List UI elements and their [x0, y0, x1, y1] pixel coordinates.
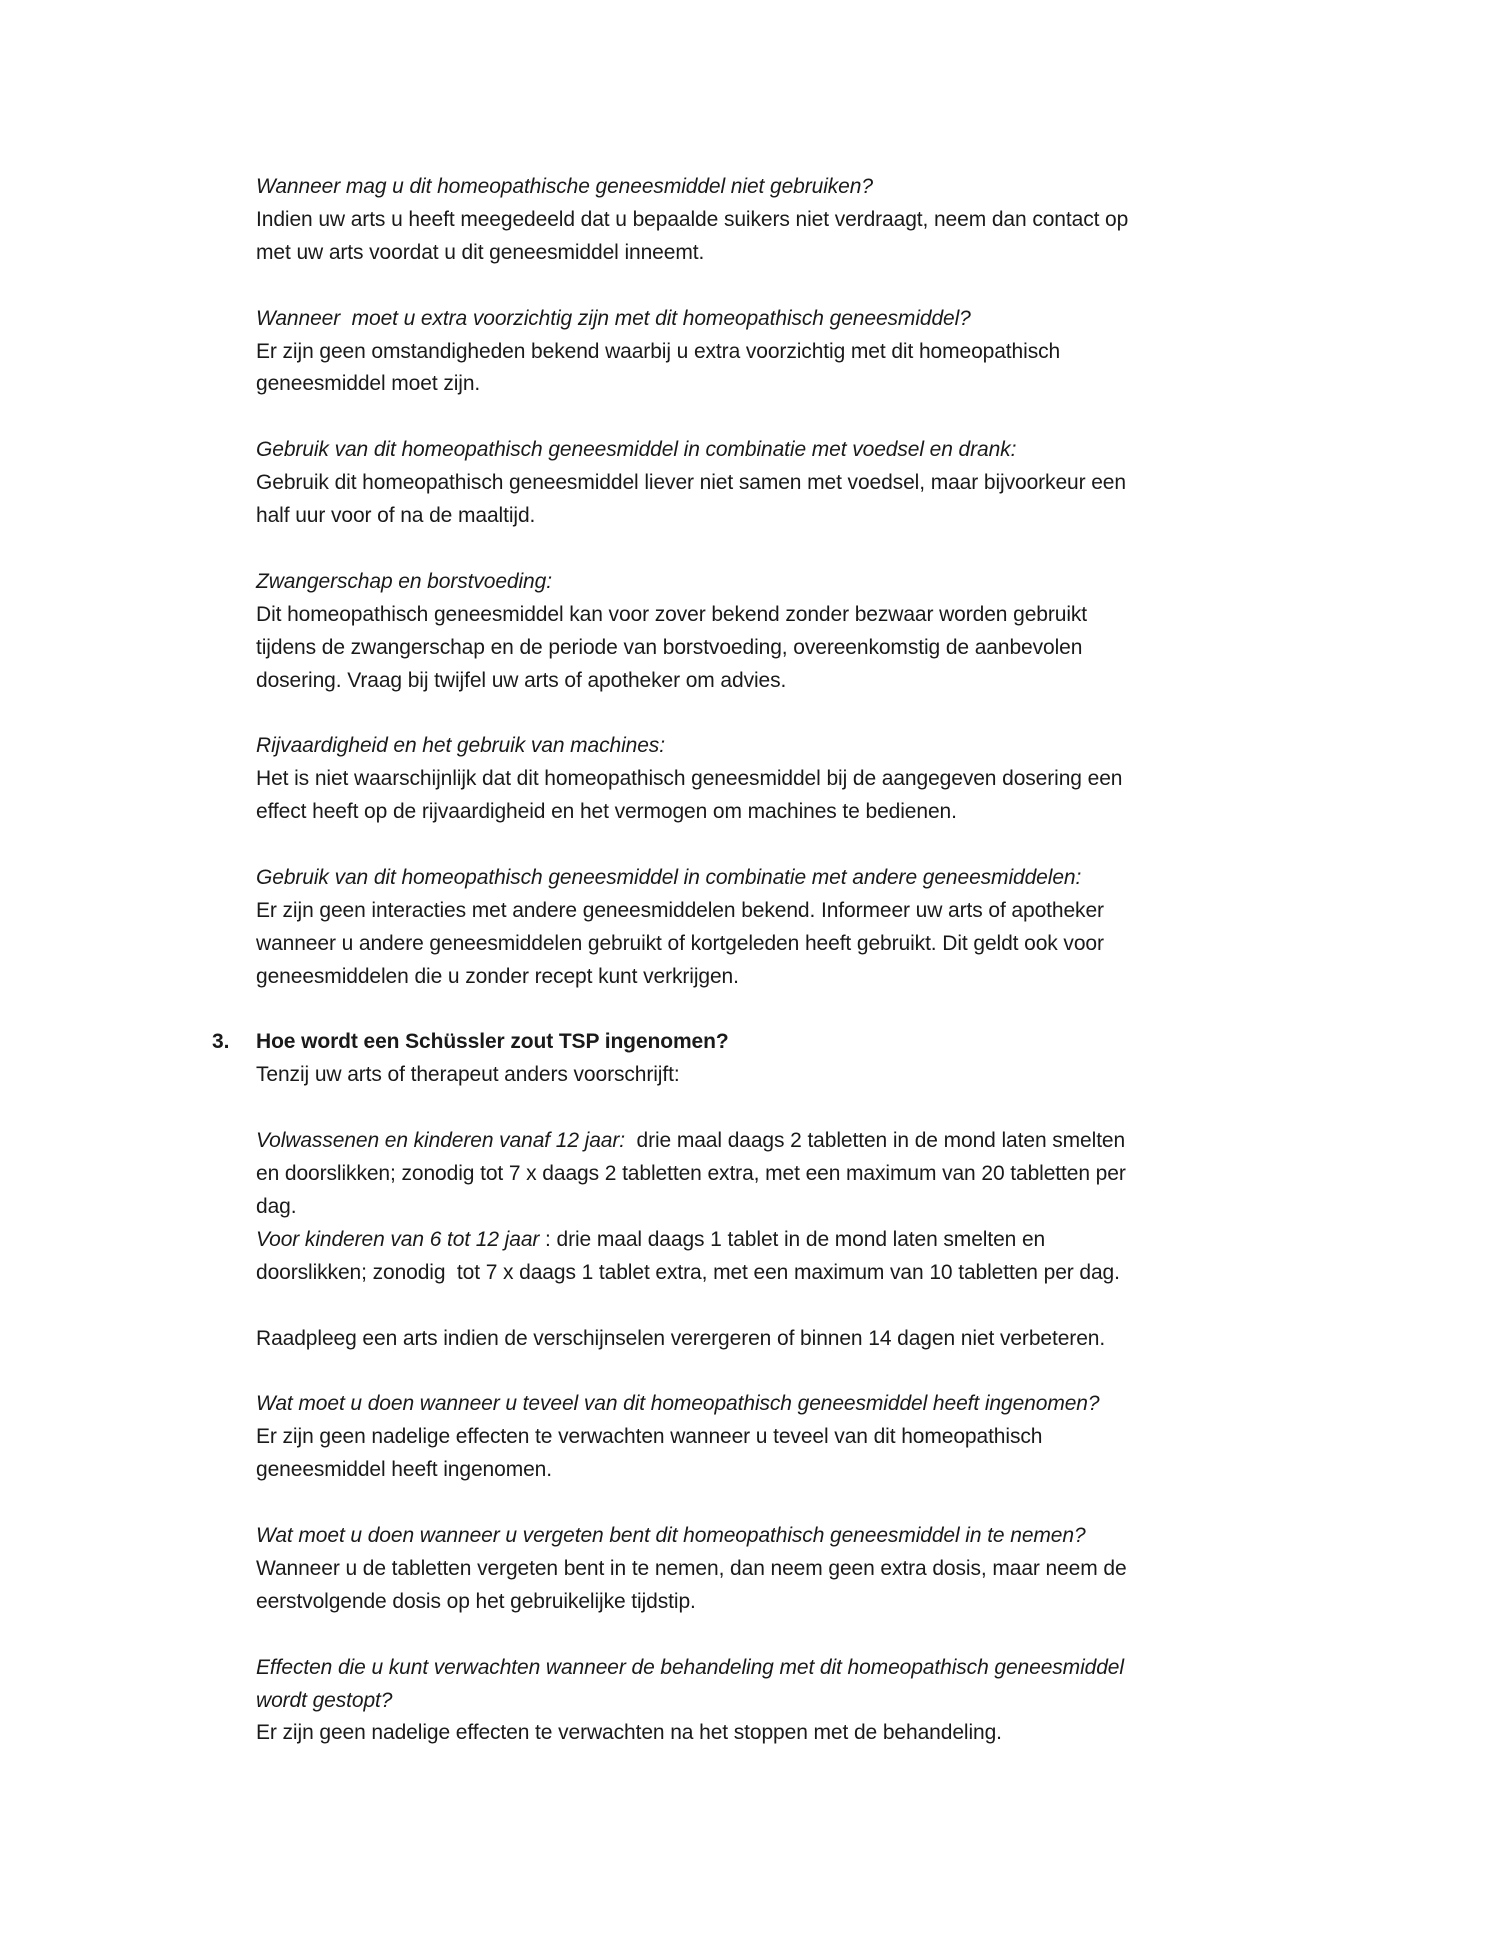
section-pregnancy — [256, 566, 1320, 698]
text-line: geneesmiddel heeft ingenomen. — [256, 1458, 552, 1482]
text-line: Indien uw arts u heeft meegedeeld dat u bepaalde suikers niet verdraagt, neem dan contact op — [256, 207, 1129, 231]
text-line: tijdens de zwangerschap en de periode van borstvoeding, overeenkomstig de aanbevolen — [256, 635, 1083, 659]
text-line: Het is niet waarschijnlijk dat dit homeopathisch geneesmiddel bij de aangegeven dosering een — [256, 767, 1123, 791]
section-heading: Wat moet u doen wanneer u vergeten bent dit homeopathisch geneesmiddel in te nemen? — [256, 1524, 1086, 1547]
dosage-adults-rest: drie maal daags 2 tabletten in de mond laten smelten — [625, 1129, 1126, 1153]
text-line: Raadpleeg een arts indien de verschijnselen verergeren of binnen 14 dagen niet verbeteren. — [256, 1326, 1106, 1350]
section-when-not-to-use — [256, 171, 1320, 270]
text-line: Er zijn geen omstandigheden bekend waarbij u extra voorzichtig met dit homeopathisch — [256, 339, 1061, 363]
text-line: effect heeft op de rijvaardigheid en het vermogen om machines te bedienen. — [256, 800, 957, 824]
text-line: Er zijn geen nadelige effecten te verwachten na het stoppen met de behandeling. — [256, 1721, 1002, 1745]
section-other-medicines — [256, 862, 1320, 994]
dosage-adults-line — [256, 1125, 1320, 1158]
text-line: Gebruik dit homeopathisch geneesmiddel liever niet samen met voedsel, maar bijvoorkeur een — [256, 471, 1126, 495]
dosage-children-lead: Voor kinderen van 6 tot 12 jaar — [256, 1227, 540, 1251]
section-heading-continued: wordt gestopt? — [256, 1688, 393, 1712]
text-line: Dit homeopathisch geneesmiddel kan voor zover bekend zonder bezwaar worden gebruikt — [256, 602, 1088, 626]
section-food-drink — [256, 434, 1320, 533]
text-line: dosering. Vraag bij twijfel uw arts of apotheker om advies. — [256, 668, 787, 692]
section-heading: Rijvaardigheid en het gebruik van machines: — [256, 734, 665, 758]
text-line: dag. — [256, 1194, 297, 1218]
text-line: Tenzij uw arts of therapeut anders voorschrijft: — [256, 1063, 680, 1087]
section-driving-machines — [256, 730, 1320, 829]
numbered-heading: Hoe wordt een Schüssler zout TSP ingenomen? — [256, 1030, 729, 1054]
section-heading: Wanneer moet u extra voorzichtig zijn met dit homeopathisch geneesmiddel? — [256, 306, 971, 330]
text-line: met uw arts voordat u dit geneesmiddel inneemt. — [256, 240, 705, 264]
dosage-children-rest: : drie maal daags 1 tablet in de mond laten smelten en — [539, 1227, 1046, 1251]
dosage-adults-lead: Volwassenen en kinderen vanaf 12 jaar: — [256, 1129, 626, 1153]
text-line: doorslikken; zonodig tot 7 x daags 1 tablet extra, met een maximum van 10 tabletten per dag. — [256, 1260, 1120, 1284]
section-heading: Wat moet u doen wanneer u teveel van dit homeopathisch geneesmiddel heeft ingenomen? — [256, 1392, 1100, 1416]
text-line: Er zijn geen nadelige effecten te verwachten wanneer u teveel van dit homeopathisch — [256, 1425, 1043, 1449]
section-dosage — [256, 1125, 1320, 1290]
section-3-how-to-take — [212, 1026, 1320, 1092]
text-line: Er zijn geen interacties met andere geneesmiddelen bekend. Informeer uw arts of apotheker — [256, 898, 1104, 922]
section-heading: Zwangerschap en borstvoeding: — [256, 569, 552, 593]
text-line: eerstvolgende dosis op het gebruikelijke tijdstip. — [256, 1589, 696, 1613]
section-forgotten-dose — [256, 1520, 1320, 1619]
text-line: geneesmiddelen die u zonder recept kunt verkrijgen. — [256, 964, 739, 988]
leaflet-page-content — [212, 171, 1320, 1750]
section-overdose — [256, 1388, 1320, 1487]
section-consult-doctor — [256, 1323, 1320, 1356]
text-line: geneesmiddel moet zijn. — [256, 372, 481, 396]
section-heading: Gebruik van dit homeopathisch geneesmiddel in combinatie met voedsel en drank: — [256, 438, 1017, 462]
section-heading: Wanneer mag u dit homeopathische geneesmiddel niet gebruiken? — [256, 175, 873, 198]
dosage-children-line — [256, 1224, 1320, 1257]
section-extra-caution — [256, 303, 1320, 402]
text-line: wanneer u andere geneesmiddelen gebruikt of kortgeleden heeft gebruikt. Dit geldt ook voor — [256, 931, 1104, 955]
text-line: en doorslikken; zonodig tot 7 x daags 2 tabletten extra, met een maximum van 20 tabletten per — [256, 1162, 1126, 1186]
section-heading: Effecten die u kunt verwachten wanneer de behandeling met dit homeopathisch geneesmiddel — [256, 1655, 1124, 1679]
numbered-heading-row — [212, 1026, 1320, 1059]
section-stopping-treatment — [256, 1652, 1320, 1751]
text-line: Wanneer u de tabletten vergeten bent in te nemen, dan neem geen extra dosis, maar neem de — [256, 1556, 1127, 1580]
text-line: half uur voor of na de maaltijd. — [256, 504, 536, 528]
section-heading: Gebruik van dit homeopathisch geneesmiddel in combinatie met andere geneesmiddelen: — [256, 865, 1082, 889]
list-number: 3. — [212, 1030, 230, 1054]
